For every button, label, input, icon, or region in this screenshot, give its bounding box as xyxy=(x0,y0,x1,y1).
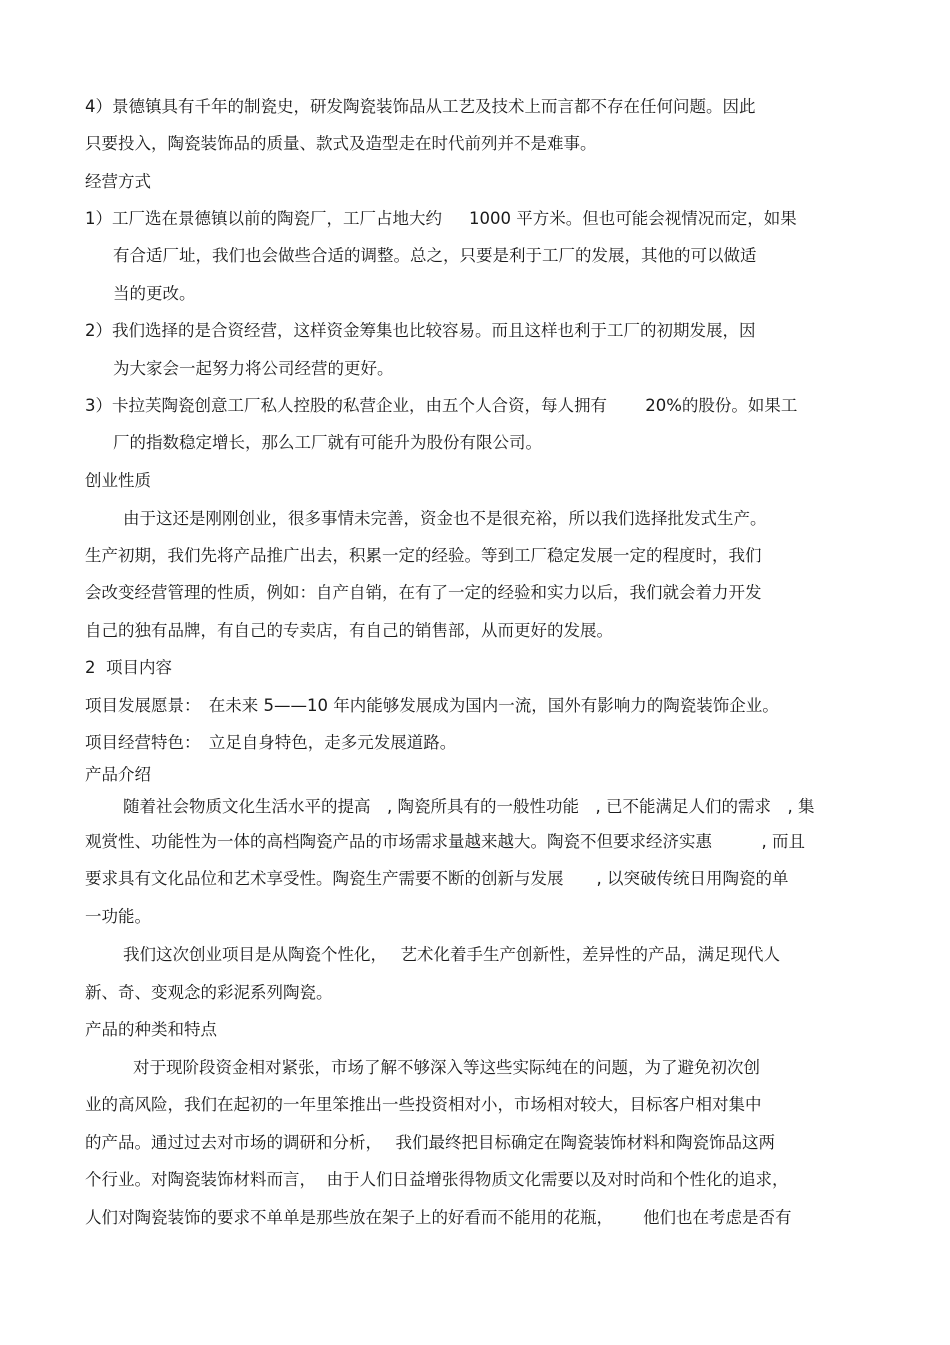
paragraph-line: 随着社会物质文化生活水平的提高 , 陶瓷所具有的一般性功能 , 已不能满足人们的需求 , 集 xyxy=(123,797,815,816)
section-heading: 产品的种类和特点 xyxy=(85,1020,217,1039)
paragraph-line: 一功能。 xyxy=(85,907,151,926)
paragraph-line: 业的高风险，我们在起初的一年里笨推出一些投资相对小，市场相对较大，目标客户相对集中 xyxy=(85,1095,762,1114)
section-heading: 2 项目内容 xyxy=(85,658,172,677)
paragraph-line: 生产初期，我们先将产品推广出去，积累一定的经验。等到工厂稳定发展一定的程度时，我们 xyxy=(85,546,762,565)
paragraph-line: 为大家会一起努力将公司经营的更好。 xyxy=(113,359,394,378)
paragraph-line: 的产品。通过过去对市场的调研和分析， 我们最终把目标确定在陶瓷装饰材料和陶瓷饰品这两 xyxy=(85,1133,775,1152)
paragraph-line: 2）我们选择的是合资经营，这样资金筹集也比较容易。而且这样也利于工厂的初期发展，因 xyxy=(85,321,756,340)
paragraph-line: 只要投入，陶瓷装饰品的质量、款式及造型走在时代前列并不是难事。 xyxy=(85,134,597,153)
paragraph-line: 对于现阶段资金相对紧张，市场了解不够深入等这些实际纯在的问题，为了避免初次创 xyxy=(133,1058,760,1077)
paragraph-line: 4）景德镇具有千年的制瓷史，研发陶瓷装饰品从工艺及技术上而言都不存在任何问题。因此 xyxy=(85,97,756,116)
paragraph-line: 人们对陶瓷装饰的要求不单单是那些放在架子上的好看而不能用的花瓶， 他们也在考虑是否有 xyxy=(85,1208,792,1227)
paragraph-line: 个行业。对陶瓷装饰材料而言， 由于人们日益增张得物质文化需要以及对时尚和个性化的追求， xyxy=(85,1170,789,1189)
paragraph-line: 1）工厂选在景德镇以前的陶瓷厂，工厂占地大约 1000 平方米。但也可能会视情况而定，如果 xyxy=(85,209,797,228)
paragraph-line: 厂的指数稳定增长，那么工厂就有可能升为股份有限公司。 xyxy=(113,433,542,452)
section-heading: 经营方式 xyxy=(85,172,151,191)
paragraph-line: 由于这还是刚刚创业，很多事情未完善，资金也不是很充裕，所以我们选择批发式生产。 xyxy=(123,509,767,528)
paragraph-line: 我们这次创业项目是从陶瓷个性化， 艺术化着手生产创新性，差异性的产品，满足现代人 xyxy=(123,945,780,964)
paragraph-line: 观赏性、功能性为一体的高档陶瓷产品的市场需求量越来越大。陶瓷不但要求经济实惠 , 而且 xyxy=(85,832,805,851)
paragraph-line: 会改变经营管理的性质，例如：自产自销，在有了一定的经验和实力以后，我们就会着力开发 xyxy=(85,583,762,602)
section-heading: 创业性质 xyxy=(85,471,151,490)
paragraph-line: 当的更改。 xyxy=(113,284,196,303)
paragraph-line: 自己的独有品牌，有自己的专卖店，有自己的销售部，从而更好的发展。 xyxy=(85,621,613,640)
section-heading: 产品介绍 xyxy=(85,765,151,784)
paragraph-line: 项目经营特色： 立足自身特色，走多元发展道路。 xyxy=(85,733,457,752)
paragraph-line: 新、奇、变观念的彩泥系列陶瓷。 xyxy=(85,983,333,1002)
paragraph-line: 项目发展愿景： 在未来 5——10 年内能够发展成为国内一流，国外有影响力的陶瓷装饰企业。 xyxy=(85,696,779,715)
paragraph-line: 要求具有文化品位和艺术享受性。陶瓷生产需要不断的创新与发展 , 以突破传统日用陶瓷的单 xyxy=(85,869,789,888)
paragraph-line: 3）卡拉芙陶瓷创意工厂私人控股的私营企业，由五个人合资，每人拥有 20%的股份。如果工 xyxy=(85,396,798,415)
paragraph-line: 有合适厂址，我们也会做些合适的调整。总之，只要是利于工厂的发展，其他的可以做适 xyxy=(113,246,757,265)
